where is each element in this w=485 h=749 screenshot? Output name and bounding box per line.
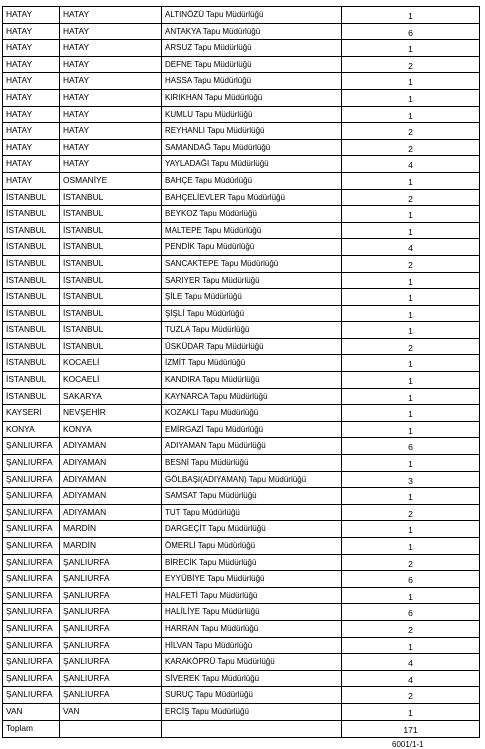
- province-cell: ADIYAMAN: [60, 455, 162, 472]
- table-row: [3, 388, 480, 405]
- total-row: [3, 720, 480, 737]
- table-row: [3, 239, 480, 256]
- region-cell: HATAY: [3, 89, 60, 106]
- region-cell: İSTANBUL: [3, 338, 60, 355]
- province-cell: HATAY: [60, 139, 162, 156]
- count-cell: [342, 388, 480, 405]
- region-cell: ŞANLIURFA: [3, 587, 60, 604]
- count-value: 1: [408, 77, 413, 88]
- count-cell: [342, 322, 480, 339]
- office-cell: MALTEPE Tapu Müdürlüğü: [162, 222, 342, 239]
- count-value: 4: [408, 658, 413, 669]
- table-row: [3, 305, 480, 322]
- region-cell: İSTANBUL: [3, 272, 60, 289]
- table-row: [3, 156, 480, 173]
- region-cell: ŞANLIURFA: [3, 620, 60, 637]
- count-value: 1: [408, 309, 413, 320]
- province-cell: ŞANLIURFA: [60, 670, 162, 687]
- count-value: 2: [408, 558, 413, 569]
- office-cell: BAHÇE Tapu Müdürlüğü: [162, 172, 342, 189]
- region-cell: ŞANLIURFA: [3, 471, 60, 488]
- office-cell: DARGEÇİT Tapu Müdürlüğü: [162, 521, 342, 538]
- office-cell: HALFETİ Tapu Müdürlüğü: [162, 587, 342, 604]
- office-cell: ÖMERLİ Tapu Müdürlüğü: [162, 538, 342, 555]
- count-cell: [342, 554, 480, 571]
- count-cell: [342, 272, 480, 289]
- office-cell: SARIYER Tapu Müdürlüğü: [162, 272, 342, 289]
- count-value: 1: [408, 276, 413, 287]
- province-cell: İSTANBUL: [60, 289, 162, 306]
- count-cell: [342, 455, 480, 472]
- province-cell: İSTANBUL: [60, 305, 162, 322]
- count-cell: [342, 255, 480, 272]
- count-value: 6: [408, 442, 413, 453]
- count-cell: [342, 604, 480, 621]
- count-cell: [342, 172, 480, 189]
- office-cell: KOZAKLI Tapu Müdürlüğü: [162, 405, 342, 422]
- office-cell: ŞİLE Tapu Müdürlüğü: [162, 289, 342, 306]
- office-cell: KIRIKHAN Tapu Müdürlüğü: [162, 89, 342, 106]
- table-row: [3, 571, 480, 588]
- region-cell: HATAY: [3, 139, 60, 156]
- table-row: [3, 355, 480, 372]
- count-cell: [342, 438, 480, 455]
- total-value-text: 171: [403, 724, 418, 735]
- province-cell: NEVŞEHİR: [60, 405, 162, 422]
- office-cell: BAHÇELİEVLER Tapu Müdürlüğü: [162, 189, 342, 206]
- count-cell: [342, 405, 480, 422]
- table-row: [3, 455, 480, 472]
- region-cell: İSTANBUL: [3, 189, 60, 206]
- office-cell: BEYKOZ Tapu Müdürlüğü: [162, 206, 342, 223]
- count-value: 1: [408, 376, 413, 387]
- count-cell: [342, 372, 480, 389]
- region-cell: İSTANBUL: [3, 305, 60, 322]
- province-cell: HATAY: [60, 156, 162, 173]
- count-cell: [342, 289, 480, 306]
- table-row: [3, 189, 480, 206]
- count-value: 1: [408, 591, 413, 602]
- table-row: [3, 289, 480, 306]
- table-row: [3, 206, 480, 223]
- region-cell: VAN: [3, 703, 60, 720]
- office-cell: ARSUZ Tapu Müdürlüğü: [162, 40, 342, 57]
- table-row: [3, 471, 480, 488]
- region-cell: HATAY: [3, 7, 60, 24]
- table-body: [3, 7, 480, 721]
- region-cell: ŞANLIURFA: [3, 654, 60, 671]
- province-cell: VAN: [60, 703, 162, 720]
- region-cell: İSTANBUL: [3, 289, 60, 306]
- count-value: 1: [408, 326, 413, 337]
- region-cell: HATAY: [3, 123, 60, 140]
- province-cell: İSTANBUL: [60, 189, 162, 206]
- province-cell: ŞANLIURFA: [60, 604, 162, 621]
- province-cell: İSTANBUL: [60, 206, 162, 223]
- region-cell: İSTANBUL: [3, 355, 60, 372]
- count-cell: [342, 7, 480, 24]
- province-cell: İSTANBUL: [60, 272, 162, 289]
- count-value: 1: [408, 459, 413, 470]
- count-cell: [342, 305, 480, 322]
- office-cell: SAMSAT Tapu Müdürlüğü: [162, 488, 342, 505]
- table-row: [3, 123, 480, 140]
- office-cell: GÖLBAŞI(ADIYAMAN) Tapu Müdürlüğü: [162, 471, 342, 488]
- count-value: 6: [408, 27, 413, 38]
- table-row: [3, 654, 480, 671]
- table-row: [3, 372, 480, 389]
- count-cell: [342, 189, 480, 206]
- table-row: [3, 703, 480, 720]
- count-value: 2: [408, 127, 413, 138]
- region-cell: HATAY: [3, 172, 60, 189]
- table-row: [3, 438, 480, 455]
- province-cell: SAKARYA: [60, 388, 162, 405]
- region-cell: HATAY: [3, 156, 60, 173]
- office-cell: TUT Tapu Müdürlüğü: [162, 504, 342, 521]
- page-footer-fragment: 6001/1-1: [392, 740, 424, 749]
- table-row: [3, 222, 480, 239]
- region-cell: ŞANLIURFA: [3, 670, 60, 687]
- count-value: 1: [408, 293, 413, 304]
- region-cell: İSTANBUL: [3, 372, 60, 389]
- office-cell: BESNİ Tapu Müdürlüğü: [162, 455, 342, 472]
- province-cell: MARDİN: [60, 538, 162, 555]
- count-cell: [342, 654, 480, 671]
- count-value: 4: [408, 243, 413, 254]
- province-cell: HATAY: [60, 40, 162, 57]
- province-cell: İSTANBUL: [60, 239, 162, 256]
- province-cell: ADIYAMAN: [60, 438, 162, 455]
- office-cell: ERCİŞ Tapu Müdürlüğü: [162, 703, 342, 720]
- region-cell: ŞANLIURFA: [3, 438, 60, 455]
- province-cell: ŞANLIURFA: [60, 654, 162, 671]
- province-cell: ŞANLIURFA: [60, 687, 162, 704]
- count-cell: [342, 687, 480, 704]
- office-cell: EMİRGAZİ Tapu Müdürlüğü: [162, 421, 342, 438]
- count-cell: [342, 488, 480, 505]
- count-cell: [342, 56, 480, 73]
- office-cell: KUMLU Tapu Müdürlüğü: [162, 106, 342, 123]
- table-row: [3, 405, 480, 422]
- count-value: 6: [408, 575, 413, 586]
- region-cell: HATAY: [3, 73, 60, 90]
- region-cell: ŞANLIURFA: [3, 571, 60, 588]
- table-row: [3, 7, 480, 24]
- province-cell: İSTANBUL: [60, 338, 162, 355]
- region-cell: KONYA: [3, 421, 60, 438]
- region-cell: ŞANLIURFA: [3, 554, 60, 571]
- count-cell: [342, 571, 480, 588]
- table-row: [3, 538, 480, 555]
- region-cell: İSTANBUL: [3, 388, 60, 405]
- office-cell: ŞİŞLİ Tapu Müdürlüğü: [162, 305, 342, 322]
- region-cell: HATAY: [3, 106, 60, 123]
- count-value: 3: [408, 475, 413, 486]
- table-row: [3, 604, 480, 621]
- region-cell: HATAY: [3, 40, 60, 57]
- office-cell: ANTAKYA Tapu Müdürlüğü: [162, 23, 342, 40]
- count-cell: [342, 471, 480, 488]
- province-cell: KOCAELİ: [60, 355, 162, 372]
- region-cell: HATAY: [3, 56, 60, 73]
- table-row: [3, 56, 480, 73]
- assignment-table: [2, 6, 480, 738]
- count-value: 1: [408, 707, 413, 718]
- count-cell: [342, 504, 480, 521]
- count-value: 1: [408, 176, 413, 187]
- table-row: [3, 255, 480, 272]
- region-cell: ŞANLIURFA: [3, 604, 60, 621]
- count-value: 1: [408, 359, 413, 370]
- count-value: 1: [408, 392, 413, 403]
- province-cell: HATAY: [60, 123, 162, 140]
- count-value: 2: [408, 60, 413, 71]
- count-cell: [342, 338, 480, 355]
- count-cell: [342, 23, 480, 40]
- table-row: [3, 670, 480, 687]
- count-cell: [342, 670, 480, 687]
- office-cell: PENDİK Tapu Müdürlüğü: [162, 239, 342, 256]
- province-cell: ŞANLIURFA: [60, 571, 162, 588]
- region-cell: ŞANLIURFA: [3, 488, 60, 505]
- region-cell: İSTANBUL: [3, 239, 60, 256]
- count-value: 1: [408, 409, 413, 420]
- office-cell: TUZLA Tapu Müdürlüğü: [162, 322, 342, 339]
- count-value: 2: [408, 259, 413, 270]
- province-cell: HATAY: [60, 23, 162, 40]
- province-cell: ŞANLIURFA: [60, 587, 162, 604]
- table-row: [3, 272, 480, 289]
- office-cell: HARRAN Tapu Müdürlüğü: [162, 620, 342, 637]
- office-cell: KARAKÖPRÜ Tapu Müdürlüğü: [162, 654, 342, 671]
- count-value: 1: [408, 93, 413, 104]
- count-cell: [342, 538, 480, 555]
- province-cell: KOCAELİ: [60, 372, 162, 389]
- province-cell: ADIYAMAN: [60, 504, 162, 521]
- count-cell: [342, 222, 480, 239]
- office-cell: BİRECİK Tapu Müdürlüğü: [162, 554, 342, 571]
- count-cell: [342, 73, 480, 90]
- total-label: Toplam: [3, 720, 60, 737]
- province-cell: HATAY: [60, 7, 162, 24]
- region-cell: ŞANLIURFA: [3, 687, 60, 704]
- region-cell: ŞANLIURFA: [3, 504, 60, 521]
- province-cell: HATAY: [60, 89, 162, 106]
- province-cell: MARDİN: [60, 521, 162, 538]
- count-cell: [342, 156, 480, 173]
- count-value: 1: [408, 44, 413, 55]
- count-value: 4: [408, 160, 413, 171]
- count-cell: [342, 89, 480, 106]
- office-cell: ÜSKÜDAR Tapu Müdürlüğü: [162, 338, 342, 355]
- count-cell: [342, 521, 480, 538]
- province-cell: ADIYAMAN: [60, 488, 162, 505]
- count-value: 1: [408, 641, 413, 652]
- region-cell: ŞANLIURFA: [3, 521, 60, 538]
- province-cell: ŞANLIURFA: [60, 620, 162, 637]
- count-value: 6: [408, 608, 413, 619]
- office-cell: ADIYAMAN Tapu Müdürlüğü: [162, 438, 342, 455]
- count-value: 1: [408, 525, 413, 536]
- count-value: 2: [408, 193, 413, 204]
- table-row: [3, 637, 480, 654]
- region-cell: ŞANLIURFA: [3, 538, 60, 555]
- region-cell: KAYSERİ: [3, 405, 60, 422]
- province-cell: ŞANLIURFA: [60, 554, 162, 571]
- table-row: [3, 554, 480, 571]
- region-cell: İSTANBUL: [3, 206, 60, 223]
- office-cell: EYYÜBİYE Tapu Müdürlüğü: [162, 571, 342, 588]
- count-cell: [342, 123, 480, 140]
- province-cell: HATAY: [60, 56, 162, 73]
- count-value: 4: [408, 674, 413, 685]
- office-cell: KANDIRA Tapu Müdürlüğü: [162, 372, 342, 389]
- count-cell: [342, 106, 480, 123]
- table-row: [3, 587, 480, 604]
- province-cell: OSMANİYE: [60, 172, 162, 189]
- province-cell: HATAY: [60, 106, 162, 123]
- count-value: 1: [408, 425, 413, 436]
- office-cell: YAYLADAĞI Tapu Müdürlüğü: [162, 156, 342, 173]
- table-row: [3, 89, 480, 106]
- total-empty-cell: [162, 720, 342, 737]
- count-value: 2: [408, 342, 413, 353]
- region-cell: ŞANLIURFA: [3, 637, 60, 654]
- count-cell: [342, 587, 480, 604]
- count-cell: [342, 703, 480, 720]
- count-cell: [342, 239, 480, 256]
- count-cell: [342, 355, 480, 372]
- count-cell: [342, 206, 480, 223]
- count-cell: [342, 421, 480, 438]
- table-row: [3, 106, 480, 123]
- office-cell: HASSA Tapu Müdürlüğü: [162, 73, 342, 90]
- table-row: [3, 23, 480, 40]
- table-row: [3, 620, 480, 637]
- office-cell: ALTINÖZÜ Tapu Müdürlüğü: [162, 7, 342, 24]
- count-cell: [342, 620, 480, 637]
- count-value: 2: [408, 143, 413, 154]
- count-value: 2: [408, 624, 413, 635]
- office-cell: SİVEREK Tapu Müdürlüğü: [162, 670, 342, 687]
- total-value: [342, 720, 480, 737]
- province-cell: İSTANBUL: [60, 322, 162, 339]
- table-row: [3, 421, 480, 438]
- region-cell: ŞANLIURFA: [3, 455, 60, 472]
- table-row: [3, 687, 480, 704]
- province-cell: İSTANBUL: [60, 255, 162, 272]
- table-row: [3, 172, 480, 189]
- office-cell: İZMİT Tapu Müdürlüğü: [162, 355, 342, 372]
- count-value: 1: [408, 110, 413, 121]
- count-value: 1: [408, 11, 413, 21]
- province-cell: ŞANLIURFA: [60, 637, 162, 654]
- office-cell: REYHANLI Tapu Müdürlüğü: [162, 123, 342, 140]
- count-value: 1: [408, 210, 413, 221]
- table-row: [3, 322, 480, 339]
- region-cell: İSTANBUL: [3, 222, 60, 239]
- count-cell: [342, 40, 480, 57]
- count-cell: [342, 139, 480, 156]
- table-row: [3, 488, 480, 505]
- count-value: 1: [408, 542, 413, 552]
- region-cell: İSTANBUL: [3, 255, 60, 272]
- count-value: 1: [408, 492, 413, 503]
- office-cell: SAMANDAĞ Tapu Müdürlüğü: [162, 139, 342, 156]
- count-value: 1: [408, 226, 413, 237]
- table-row: [3, 521, 480, 538]
- table-row: [3, 73, 480, 90]
- office-cell: HALİLİYE Tapu Müdürlüğü: [162, 604, 342, 621]
- office-cell: HİLVAN Tapu Müdürlüğü: [162, 637, 342, 654]
- office-cell: SURUÇ Tapu Müdürlüğü: [162, 687, 342, 704]
- region-cell: İSTANBUL: [3, 322, 60, 339]
- table-row: [3, 40, 480, 57]
- office-cell: KAYNARCA Tapu Müdürlüğü: [162, 388, 342, 405]
- table-row: [3, 139, 480, 156]
- count-cell: [342, 637, 480, 654]
- table-row: [3, 338, 480, 355]
- province-cell: KONYA: [60, 421, 162, 438]
- province-cell: HATAY: [60, 73, 162, 90]
- count-value: 2: [408, 691, 413, 702]
- province-cell: ADIYAMAN: [60, 471, 162, 488]
- total-empty-cell: [60, 720, 162, 737]
- province-cell: İSTANBUL: [60, 222, 162, 239]
- office-cell: SANCAKTEPE Tapu Müdürlüğü: [162, 255, 342, 272]
- table-row: [3, 504, 480, 521]
- region-cell: HATAY: [3, 23, 60, 40]
- count-value: 2: [408, 508, 413, 519]
- office-cell: DEFNE Tapu Müdürlüğü: [162, 56, 342, 73]
